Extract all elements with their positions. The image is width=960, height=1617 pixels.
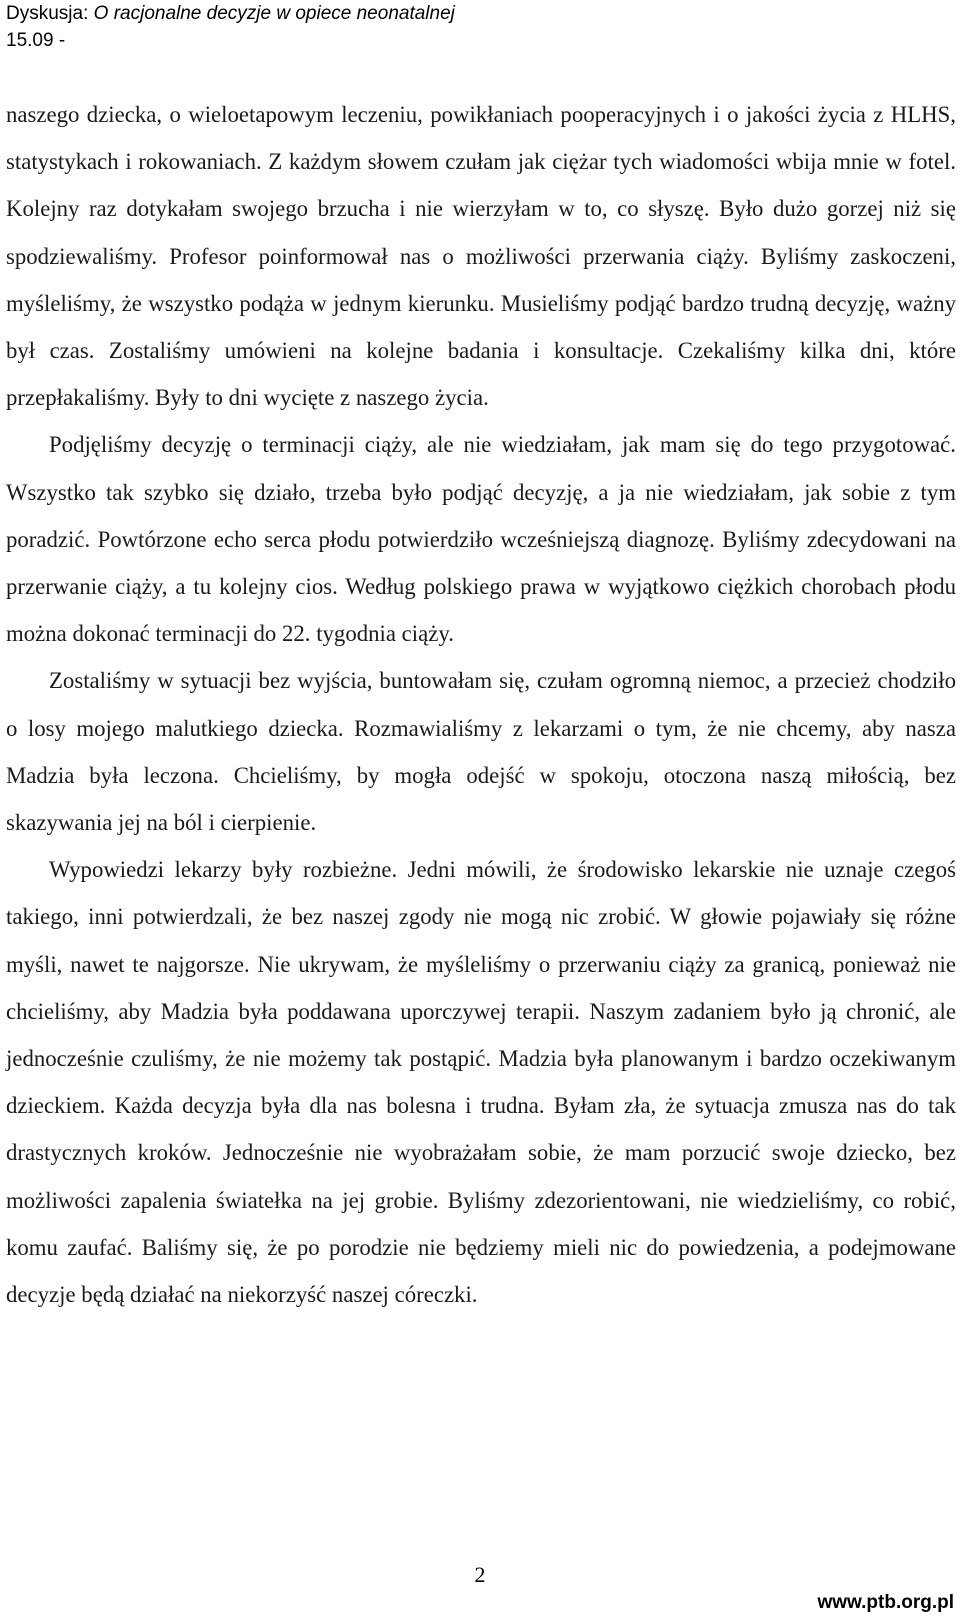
paragraph-4: Wypowiedzi lekarzy były rozbieżne. Jedni mówili, że środowisko lekarskie nie uznaje czegoś takiego, inni potwierdzali, że bez naszej zgody nie mogą nic zrobić. W głowie pojawiały się różne myśli, nawet te najgorsze. Nie ukrywam, że myśleliśmy o przerwaniu ciąży za granicą, ponieważ nie chcieliśmy, aby Madzia była poddawana uporczywej terapii. Naszym zadaniem było ją chronić, ale jednocześnie czuliśmy, że nie możemy tak postąpić. Madzia była planowanym i bardzo oczekiwanym dzieckiem. Każda decyzja była dla nas bolesna i trudna. Byłam zła, że sytuacja zmusza nas do tak drastycznych kroków. Jednocześnie nie wyobrażałam sobie, że mam porzucić swoje dziecko, bez możliwości zapalenia światełka na jej grobie. Byliśmy zdezorientowani, nie wiedzieliśmy, co robić, komu zaufać. Baliśmy się, że po porodzie nie będziemy mieli nic do powiedzenia, a podejmowane decyzje będą działać na niekorzyść naszej córeczki. xyxy=(6,857,956,1308)
document-body xyxy=(6,91,956,1318)
site-url: www.ptb.org.pl xyxy=(817,1592,954,1613)
header-prefix: Dyskusja: xyxy=(6,3,94,24)
document-header xyxy=(6,0,455,54)
paragraph-2: Podjęliśmy decyzję o terminacji ciąży, ale nie wiedziałam, jak mam się do tego przygotować. Wszystko tak szybko się działo, trzeba było podjąć decyzję, a ja nie wiedziałam, jak sobie z tym poradzić. Powtórzone echo serca płodu potwierdziło wcześniejszą diagnozę. Byliśmy zdecydowani na przerwanie ciąży, a tu kolejny cios. Według polskiego prawa w wyjątkowo ciężkich chorobach płodu można dokonać terminacji do 22. tygodnia ciąży. xyxy=(6,432,956,647)
header-date: 15.09 - xyxy=(6,30,66,51)
page-number: 2 xyxy=(474,1562,486,1587)
paragraph-3: Zostaliśmy w sytuacji bez wyjścia, buntowałam się, czułam ogromną niemoc, a przecież chodziło o losy mojego malutkiego dziecka. Rozmawialiśmy z lekarzami o tym, że nie chcemy, aby nasza Madzia była leczona. Chcieliśmy, by mogła odejść w spokoju, otoczona naszą miłością, bez skazywania jej na ból i cierpienie. xyxy=(6,668,956,836)
discussion-title-line xyxy=(6,0,455,27)
header-title: O racjonalne decyzje w opiece neonatalnej xyxy=(93,3,455,24)
paragraph-1: naszego dziecka, o wieloetapowym leczeniu, powikłaniach pooperacyjnych i o jakości życia z HLHS, statystykach i rokowaniach. Z każdym słowem czułam jak ciężar tych wiadomości wbija mnie w fotel. Kolejny raz dotykałam swojego brzucha i nie wierzyłam w to, co słyszę. Było dużo gorzej niż się spodziewaliśmy. Profesor poinformował nas o możliwości przerwania ciąży. Byliśmy zaskoczeni, myśleliśmy, że wszystko podąża w jednym kierunku. Musieliśmy podjąć bardzo trudną decyzję, ważny był czas. Zostaliśmy umówieni na kolejne badania i konsultacje. Czekaliśmy kilka dni, które przepłakaliśmy. Były to dni wycięte z naszego życia. xyxy=(6,102,956,411)
